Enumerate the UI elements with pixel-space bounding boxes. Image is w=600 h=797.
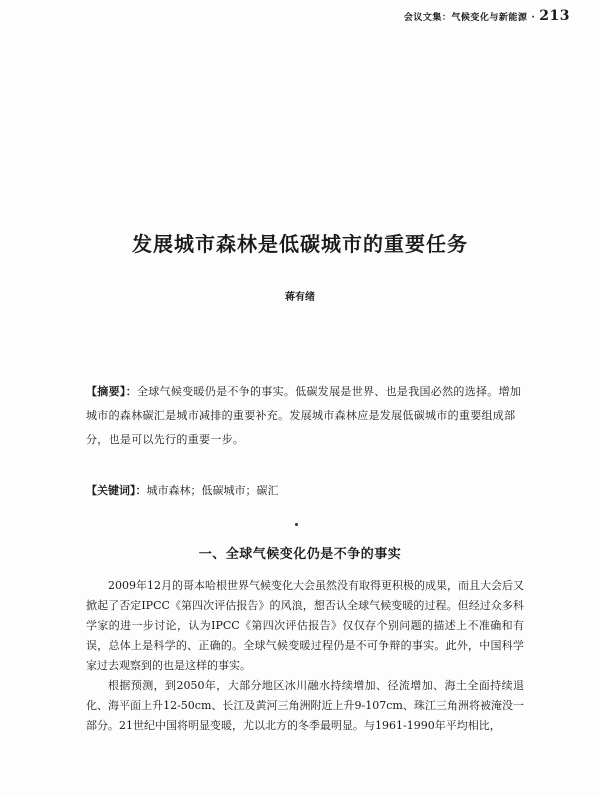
abstract xyxy=(86,380,524,452)
section-heading: 一、全球气候变化仍是不争的事实 xyxy=(198,547,402,562)
article-author: 蒋有绪 xyxy=(285,292,315,303)
scan-dot-mark xyxy=(295,523,298,526)
keywords-text: 城市森林；低碳城市；碳汇 xyxy=(146,484,279,497)
body-paragraph: 2009年12月的哥本哈根世界气候变化大会虽然没有取得更积极的成果，而且大会后又掀起了否定IPCC《第四次评估报告》的风浪，想否认全球气候变暖的过程。但经过众多科学家的进一步讨论，认为IPCC《第四次评估报告》仅仅存个别问题的描述上不准确和有误，总体上是科学的、正确的。全球气候变暖过程仍是不可争辩的事实。此外，中国科学家过去观察到的也是这样的事实。 xyxy=(86,579,524,672)
body-text xyxy=(86,576,524,736)
body-paragraph: 根据预测，到2050年，大部分地区冰川融水持续增加、径流增加、海土全面持续退化、海平面上升12-50cm、长江及黄河三角洲附近上升9-107cm、珠江三角洲将被淹没一部分。21世纪中国将明显变暖，尤以北方的冬季最明显。与1961-1990年平均相比， xyxy=(86,679,524,732)
running-title: 会议文集：气候变化与新能源 xyxy=(403,13,528,23)
keywords-label: 【关键词】： xyxy=(86,484,147,497)
page-number: 213 xyxy=(539,8,570,24)
article-title: 发展城市森林是低碳城市的重要任务 xyxy=(132,232,468,256)
running-header xyxy=(404,8,570,24)
header-separator: · xyxy=(531,13,536,23)
abstract-label: 【摘要】： xyxy=(86,385,137,398)
keywords xyxy=(86,481,524,501)
abstract-text: 全球气候变暖仍是不争的事实。低碳发展是世界、也是我国必然的选择。增加城市的森林碳汇是城市减排的重要补充。发展城市森林应是发展低碳城市的重要组成部分，也是可以先行的重要一步。 xyxy=(86,385,522,446)
